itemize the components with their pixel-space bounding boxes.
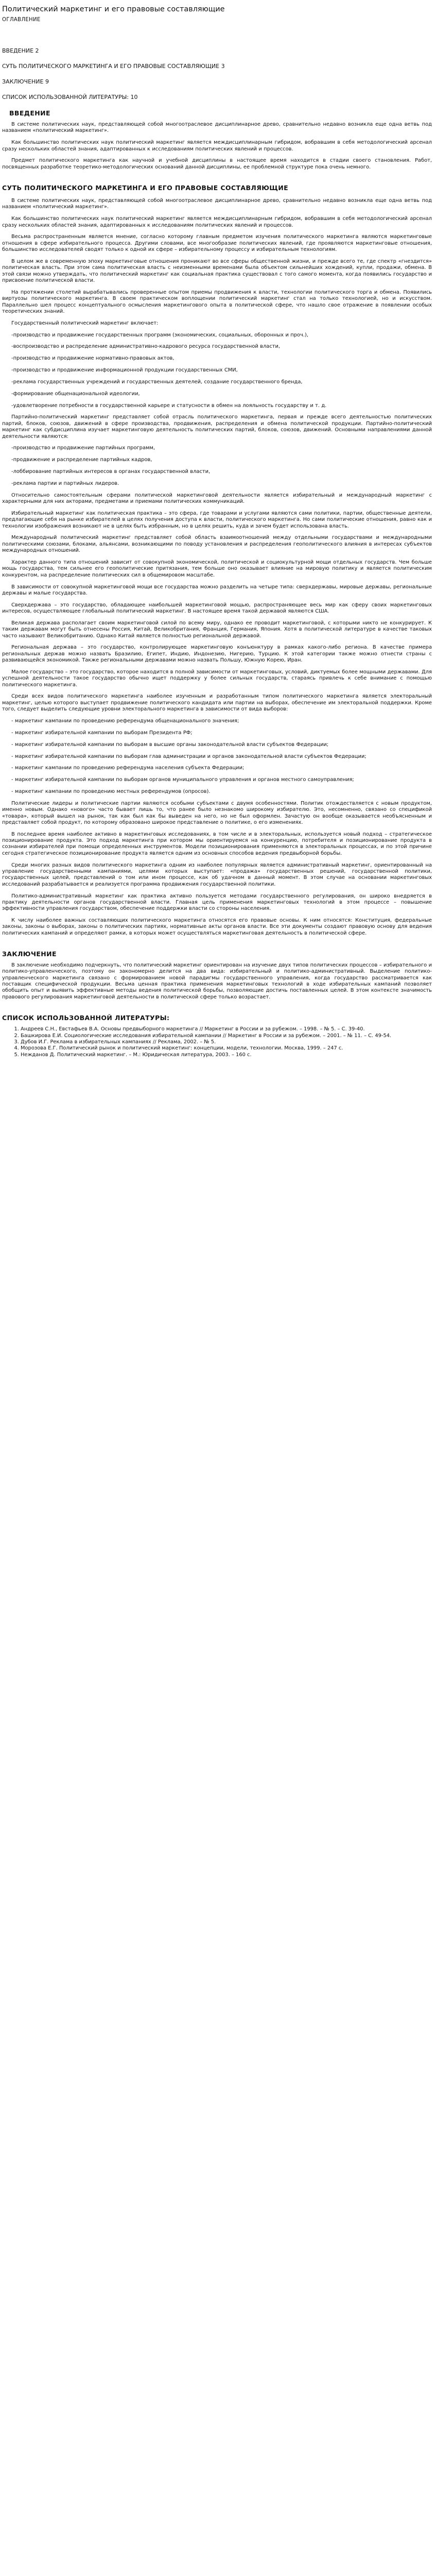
reference-item: 1. Андреев С.Н., Евстафьев В.А. Основы предвыборного маркетинга // Маркетинг в России и за рубежом. – 1998. – № 5. – С. 39-40. [21, 1026, 431, 1032]
references-section [0, 1014, 436, 1058]
body-paragraph: В зависимости от совокупной маркетинговой мощи все государства можно разделить на четыре типа: сверхдержавы, мировые державы, региональные державы и малые государства. [2, 584, 432, 596]
body-paragraph: - маркетинг избирательной кампании по выборам глав администрации и органов законодательной власти субъектов Федерации; [11, 753, 367, 759]
body-paragraph: В последнее время наиболее активно в маркетинговых исследованиях, в том числе и в электоральных, используется новый подход – стратегическое позиционирование продукта. Это подход маркетинга при котором мы ориентируемся на конкуренцию, потребителя и позиционирование продукта в сознании избирателей при помощи определенных инструментов. Модели позиционирования применяются в электоральных процессах, и по этой причине сегодня стратегическое позиционирование продукта является одним из основных способов ведения предвыборной борьбы. [2, 831, 432, 856]
body-paragraph: Политические лидеры и политические партии являются особыми субъектами с двумя особенностями. Политик отождествляется с новым продуктом, именно новым. Однако «нового» часто бывает лишь то, что ранее было незнакомо широкому избирателю. Это, несомненно, связано со спецификой «товара», который вышел на рынок, так как был как бы выведен на него, но не был оформлен. Зачастую он вообще оказывается необъясненным и представляет собой продукт, по которому образовано широкое представление о политике, о его изменениях. [2, 800, 432, 825]
table-of-contents [2, 47, 436, 100]
body-paragraph: Великая держава располагает своим маркетинговой силой по всему миру, однако ее проводит маркетинговой, с которыми никто не конкурирует. К таким державам могут быть отнесены Россия, Китай, Великобритания, Франция, Германия, Япония. Хотя в политической литературе в качестве таковых часто называют Великобританию. Однако Китай является полностью региональной державой. [2, 620, 432, 639]
body-paragraph: Как большинство политических наук политический маркетинг является междисциплинарным гибридом, вобравшим в себя методологический арсенал сразу нескольких областей знания, адаптированных к исследованиям политических явлений и процессов. [2, 216, 432, 228]
reference-item: 3. Дубов И.Г. Реклама в избирательных кампаниях // Реклама, 2002. – № 5. [21, 1039, 431, 1045]
body-paragraph: -реклама государственных учреждений и государственных деятелей, создание государственного бренда, [11, 379, 303, 385]
intro-section [0, 109, 436, 171]
body-paragraph: Малое государство – это государство, которое находится в полной зависимости от маркетинговых, условий, диктуемых более мощными державами. Для успешной деятельности такое государство обычно ищет поддержку у более сильных государств, стараясь привлечь к себе внимание с помощью политического маркетинга. [2, 669, 432, 688]
body-paragraph: -производство и продвижение нормативно-правовых актов, [11, 355, 175, 362]
body-paragraph: -формирование общенациональной идеологии, [11, 391, 140, 397]
main-paragraphs [0, 198, 436, 937]
body-paragraph: Международный политический маркетинг представляет собой область взаимоотношений между отдельными государствами и международными политическими союзами, блоками, альянсами, возникающими по поводу установления и распределения геополитического влияния в интересах субъектов международных отношений. [2, 535, 432, 554]
body-paragraph: Государственный политический маркетинг включает: [11, 320, 159, 326]
body-paragraph: В системе политических наук, представляющей собой многоотраслевое дисциплинарное древо, сравнительно недавно возникла еще одна ветвь под названием «политический маркетинг». [2, 198, 432, 210]
body-paragraph: - маркетинг избирательной кампании по выборам в высшие органы законодательной власти субъектов Федерации; [11, 741, 329, 748]
toc-heading: ОГЛАВЛЕНИЕ [2, 17, 41, 23]
body-paragraph: -удовлетворение потребности в государственной карьере и статусности в обмен на лояльность государству и т. д. [11, 402, 327, 409]
main-heading: СУТЬ ПОЛИТИЧЕСКОГО МАРКЕТИНГА И ЕГО ПРАВОВЫЕ СОСТАВЛЯЮЩИЕ [2, 184, 289, 192]
body-paragraph: -воспроизводство и распределение административно-кадрового ресурса государственной власти, [11, 344, 281, 350]
body-paragraph: Среди всех видов политического маркетинга наиболее изученным и разработанным типом политического маркетинга является электоральный маркетинг, целью которого выступает продвижение политического кандидата или партии на выборах, обеспечение им электоральной поддержки. Кроме того, следует выделить следующие уровни электорального маркетинга в зависимости от вида выборов: [2, 693, 432, 713]
body-paragraph: Избирательный маркетинг как политическая практика – это сфера, где товарами и услугами являются сами политики, партии, общественные деятели, предлагающие себя на рынке избирателей в целях получения доступа к власти, политического маркетинга. Но сами политические отношения, равно как и технологии изображения возникают не в целях быть избранным, но в целях решить, куда и зачем будет использована власть. [2, 510, 432, 529]
intro-paragraph: Как большинство политических наук политический маркетинг является междисциплинарным гибридом, вобравшим в себя методологический арсенал сразу нескольких областей знания, адаптированных к исследованиям политических явлений и процессов. [2, 140, 432, 152]
references-heading: СПИСОК ИСПОЛЬЗОВАННОЙ ЛИТЕРАТУРЫ: [2, 1014, 170, 1022]
body-paragraph: -лоббирование партийных интересов в органах государственной власти, [11, 469, 211, 475]
body-paragraph: Среди многих разных видов политического маркетинга одним из наиболее популярных является административный маркетинг, ориентированный на управление государственными кампаниями, целями которых выступает: «продажа» государственных решений, государственной политики, государственных целей, представлений о том или ином процессе, как об удачном в данный момент. В этом случае на основании маркетинговых исследований разрабатывается и реализуется программа продвижения государственной политики. [2, 862, 432, 887]
body-paragraph: - маркетинг кампании по проведению местных референдумов (опросов). [11, 789, 211, 795]
conclusion-paragraph: В заключение необходимо подчеркнуть, что политический маркетинг ориентирован на изучение двух типов политических процессов – избирательного и политико-управленческого, поэтому он закономерно делится на два вида: избирательный и политико-административный. Выделение политико-управленческого маркетинга связано с формированием новой парадигмы государственного управления, когда государство рассматривается как поставщик специфической продукции. Весьма ценная практика применения маркетинговых технологий в ходе избирательных кампаний позволяет обобщить опыт и выявить эффективные методы ведения политической борьбы, позволяющие достичь поставленных целей. В этом контексте значимость правового регулирования маркетинговой деятельности в политической сфере только возрастает. [2, 962, 432, 1000]
body-paragraph: - маркетинг кампании по проведению референдума населения субъекта Федерации; [11, 765, 245, 771]
body-paragraph: - маркетинг избирательной кампании по выборам Президента РФ; [11, 730, 193, 736]
reference-item: 4. Морозова Е.Г. Политический рынок и политический маркетинг: концепции, модели, технологии. Москва, 1999. – 247 с. [21, 1045, 431, 1052]
body-paragraph: Партийно-политический маркетинг представляет собой отрасль политического маркетинга, первая и прежде всего деятельностью политических партий, блоков, союзов, движений в сфере производства, продвижения, распределения и обмена политической продукции. Партийно-политический маркетинг как субдисциплина изучает маркетинговую деятельность политических партий, блоков, союзов, движений. Основными направлениями данной деятельности являются: [2, 414, 432, 439]
body-paragraph: -реклама партии и партийных лидеров. [11, 480, 119, 486]
body-paragraph: На протяжении столетий вырабатывались проверенные опытом приемы продвижения к власти, технологии политического торга и обмена. Появились виртуозы политического маркетинга. В своем практическом воплощении политический маркетинг стал на только технологией, но и искусством. Параллельно шел процесс концептуального осмысления маркетингового опыта в политической сфере, что нашло свое отражение в появлении особых теоретических знаний. [2, 289, 432, 314]
conclusion-heading: ЗАКЛЮЧЕНИЕ [2, 950, 57, 958]
toc-item[interactable]: ЗАКЛЮЧЕНИЕ 9 [2, 78, 49, 85]
intro-paragraphs [0, 122, 436, 171]
main-section [0, 184, 436, 937]
conclusion-section [0, 950, 436, 1001]
body-paragraph: Политико-административный маркетинг как практика активно пользуется методами государственного регулирования, он широко внедряется в практику деятельности органов государственной власти. Главная цель применения маркетинговых технологий в этом процессе – повышение эффективности управления государством, обеспечение поддержки власти со стороны населения. [2, 893, 432, 912]
body-paragraph: Региональная держава – это государство, контролирующее маркетинговую конъюнктуру в рамках какого-либо региона. В качестве примера региональных держав можно назвать Бразилию, Египет, Индию, Индонезию, Нигерию, Турцию. К этой категории также можно отнести страны с развивающейся экономикой. Также региональными державами можно назвать Польшу, Южную Корею, Иран. [2, 645, 432, 664]
intro-heading: ВВЕДЕНИЕ [9, 109, 50, 117]
toc-item[interactable]: СПИСОК ИСПОЛЬЗОВАННОЙ ЛИТЕРАТУРЫ: 10 [2, 94, 138, 100]
reference-item: 2. Башкирова Е.И. Социологические исследования избирательной кампании // Маркетинг в России и за рубежом. – 2001. – № 11. – С. 49-54. [21, 1033, 431, 1039]
body-paragraph: -производство и продвижение партийных программ, [11, 445, 155, 451]
references-list [2, 1026, 431, 1058]
intro-paragraph: В системе политических наук, представляющей собой многоотраслевое дисциплинарное древо, сравнительно недавно возникла еще одна ветвь под названием «политический маркетинг». [2, 122, 432, 134]
body-paragraph: Относительно самостоятельным сферами политической маркетинговой деятельности является избирательный и международный маркетинг с характерными для них акторами, предметами и приемами политических коммуникаций. [2, 492, 432, 505]
reference-item: 5. Нежданов Д. Политический маркетинг. – М.: Юридическая литература, 2003. – 160 с. [21, 1052, 431, 1058]
body-paragraph: - маркетинг кампании по проведению референдума общенационального значения; [11, 718, 239, 724]
body-paragraph: -производство и продвижение государственных программ (экономических, социальных, оборонных и проч.), [11, 332, 308, 338]
body-paragraph: Весьма распространенным является мнение, согласно которому главным предметом изучения политического маркетинга являются маркетинговые отношения в сфере избирательного процесса. Другими словами, все многообразие политических явлений, где проявляются маркетинговые отношения, большинство исследователей сводят только к одной их сфере – избирательному процессу и избирательным технологиям. [2, 234, 432, 253]
document-title: Политический маркетинг и его правовые составляющие [2, 5, 225, 13]
body-paragraph: В целом же в современную эпоху маркетинговые отношения проникают во все сферы общественной жизни, и прежде всего те, где спектр «гнездится» политическая власть. При этом сама политическая власть с неизменными временами была объектом сильнейших хождений, купли, продажи, обмена. В этой связи можно утверждать, что политический маркетинг как социальная практика существовал с того самого момента, когда появились государство и присвоение политической власти. [2, 258, 432, 283]
toc-item[interactable]: СУТЬ ПОЛИТИЧЕСКОГО МАРКЕТИНГА И ЕГО ПРАВОВЫЕ СОСТАВЛЯЮЩИЕ 3 [2, 63, 225, 70]
body-paragraph: -продвижение и распределение партийных кадров, [11, 457, 152, 463]
body-paragraph: К числу наиболее важных составляющих политического маркетинга относятся его правовые основы. К ним относятся: Конституция, федеральные законы, законы о выборах, законы о политических партиях, нормативные акты органов власти. Все эти документы создают правовую основу для ведения политических кампаний и определяют рамки, в которых может осуществляться маркетинговая деятельность в политической сфере. [2, 918, 432, 936]
body-paragraph: - маркетинг избирательной кампании по выборам органов муниципального управления и органов местного самоуправления; [11, 777, 354, 783]
conclusion-paragraphs [0, 962, 436, 1001]
body-paragraph: Характер данного типа отношений зависит от совокупной экономической, политической и социокультурной мощи отдельных государств. Чем больше мощь государства, тем сильнее его геополитические притязания, тем больше оно оказывает влияние на мировую политику и является политическим конкурентом, на распределение политических сил в общемировом масштабе. [2, 559, 432, 578]
body-paragraph: -производство и продвижение информационной продукции государственных СМИ, [11, 367, 238, 374]
body-paragraph: Сверхдержава – это государство, обладающее наибольшей маркетинговой мощью, распространяющее весь мир как сферу своих маркетинговых интересов, осуществляющее глобальный политический маркетинг. В настоящее время такой державой являются США. [2, 602, 432, 615]
intro-paragraph: Предмет политического маркетинга как научной и учебной дисциплины в настоящее время находится в стадии своего становления. Работ, посвященных разработке теоретико-методологических оснований данной дисциплины, ее проблемной структуре пока очень немного. [2, 158, 432, 170]
toc-item[interactable]: ВВЕДЕНИЕ 2 [2, 47, 39, 54]
